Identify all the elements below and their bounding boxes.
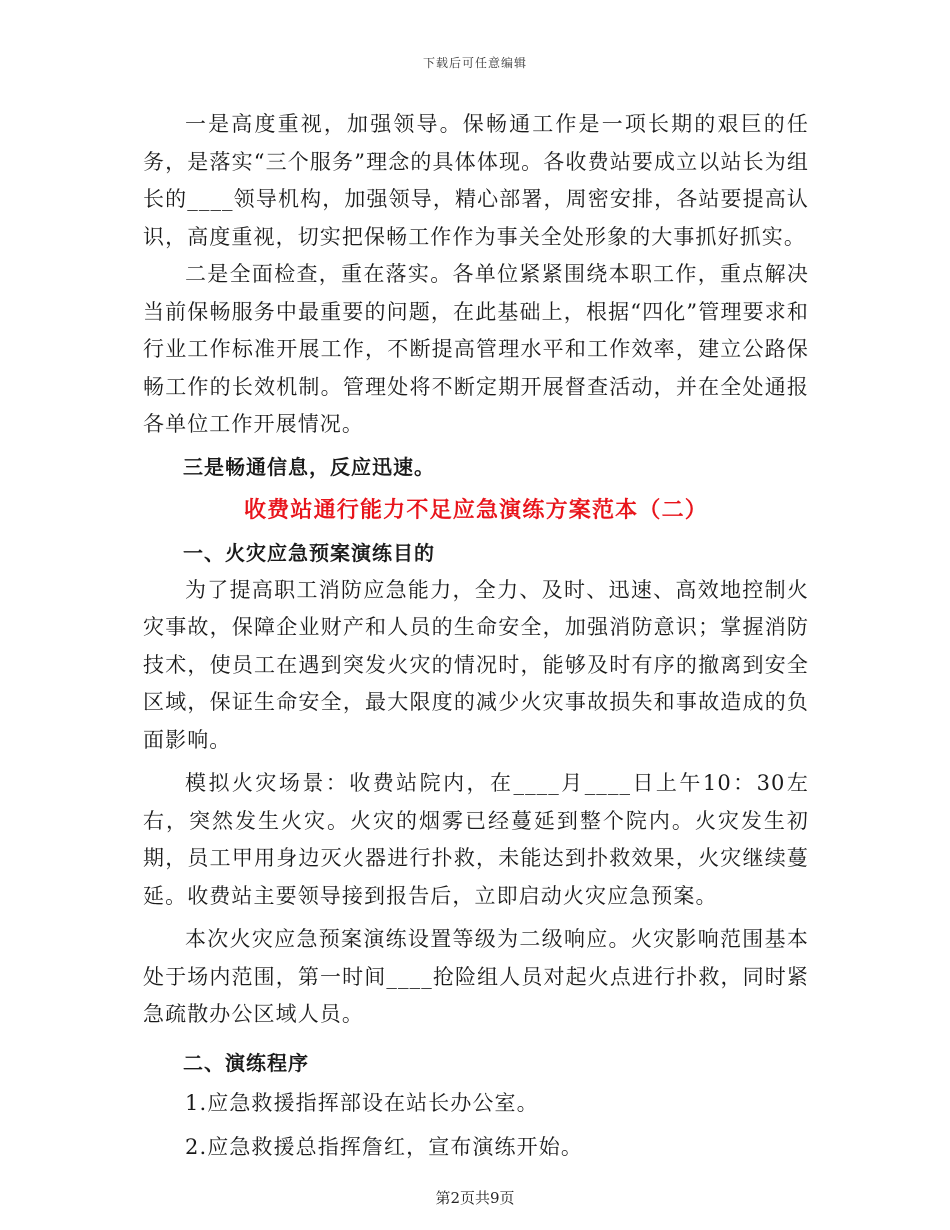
paragraph-3-heading: 三是畅通信息，反应迅速。 [183,454,435,479]
section-1-paragraph-2: 模拟火灾场景：收费站院内，在____月____日上午10：30左右，突然发生火灾。火灾的烟雾已经蔓延到整个院内。火灾发生初期，员工甲用身边灭火器进行扑救，未能达到扑救效果，火灾继续蔓延。收费站主要领导接到报告后，立即启动火灾应急预案。 [143,771,809,908]
list-item-1: 1.应急救援指挥部设在站长办公室。 [185,1090,539,1115]
page-footer: 第2页共9页 [435,1189,515,1207]
document-title: 收费站通行能力不足应急演练方案范本（二） [243,497,708,523]
list-item-2: 2.应急救援总指挥詹红，宣布演练开始。 [185,1134,583,1159]
paragraph-1: 一是高度重视，加强领导。保畅通工作是一项长期的艰巨的任务，是落实“三个服务”理念的具体体现。各收费站要成立以站长为组长的____领导机构，加强领导，精心部署，周密安排，各站要提高认识，高度重视，切实把保畅工作作为事关全处形象的大事抓好抓实。 [143,112,809,249]
section-2-heading: 二、演练程序 [183,1050,309,1075]
section-1-heading: 一、火灾应急预案演练目的 [183,540,435,565]
page-header: 下载后可任意编辑 [422,56,527,70]
section-1-paragraph-3: 本次火灾应急预案演练设置等级为二级响应。火灾影响范围基本处于场内范围，第一时间____抢险组人员对起火点进行扑救，同时紧急疏散办公区域人员。 [143,927,809,1026]
document-body [143,106,809,1166]
section-1-paragraph-1: 为了提高职工消防应急能力，全力、及时、迅速、高效地控制火灾事故，保障企业财产和人员的生命安全，加强消防意识；掌握消防技术，使员工在遇到突发火灾的情况时，能够及时有序的撤离到安全区域，保证生命安全，最大限度的减少火灾事故损失和事故造成的负面影响。 [143,577,809,752]
paragraph-2: 二是全面检查，重在落实。各单位紧紧围绕本职工作，重点解决当前保畅服务中最重要的问题，在此基础上，根据“四化”管理要求和行业工作标准开展工作，不断提高管理水平和工作效率，建立公路保畅工作的长效机制。管理处将不断定期开展督查活动，并在全处通报各单位工作开展情况。 [143,262,809,436]
